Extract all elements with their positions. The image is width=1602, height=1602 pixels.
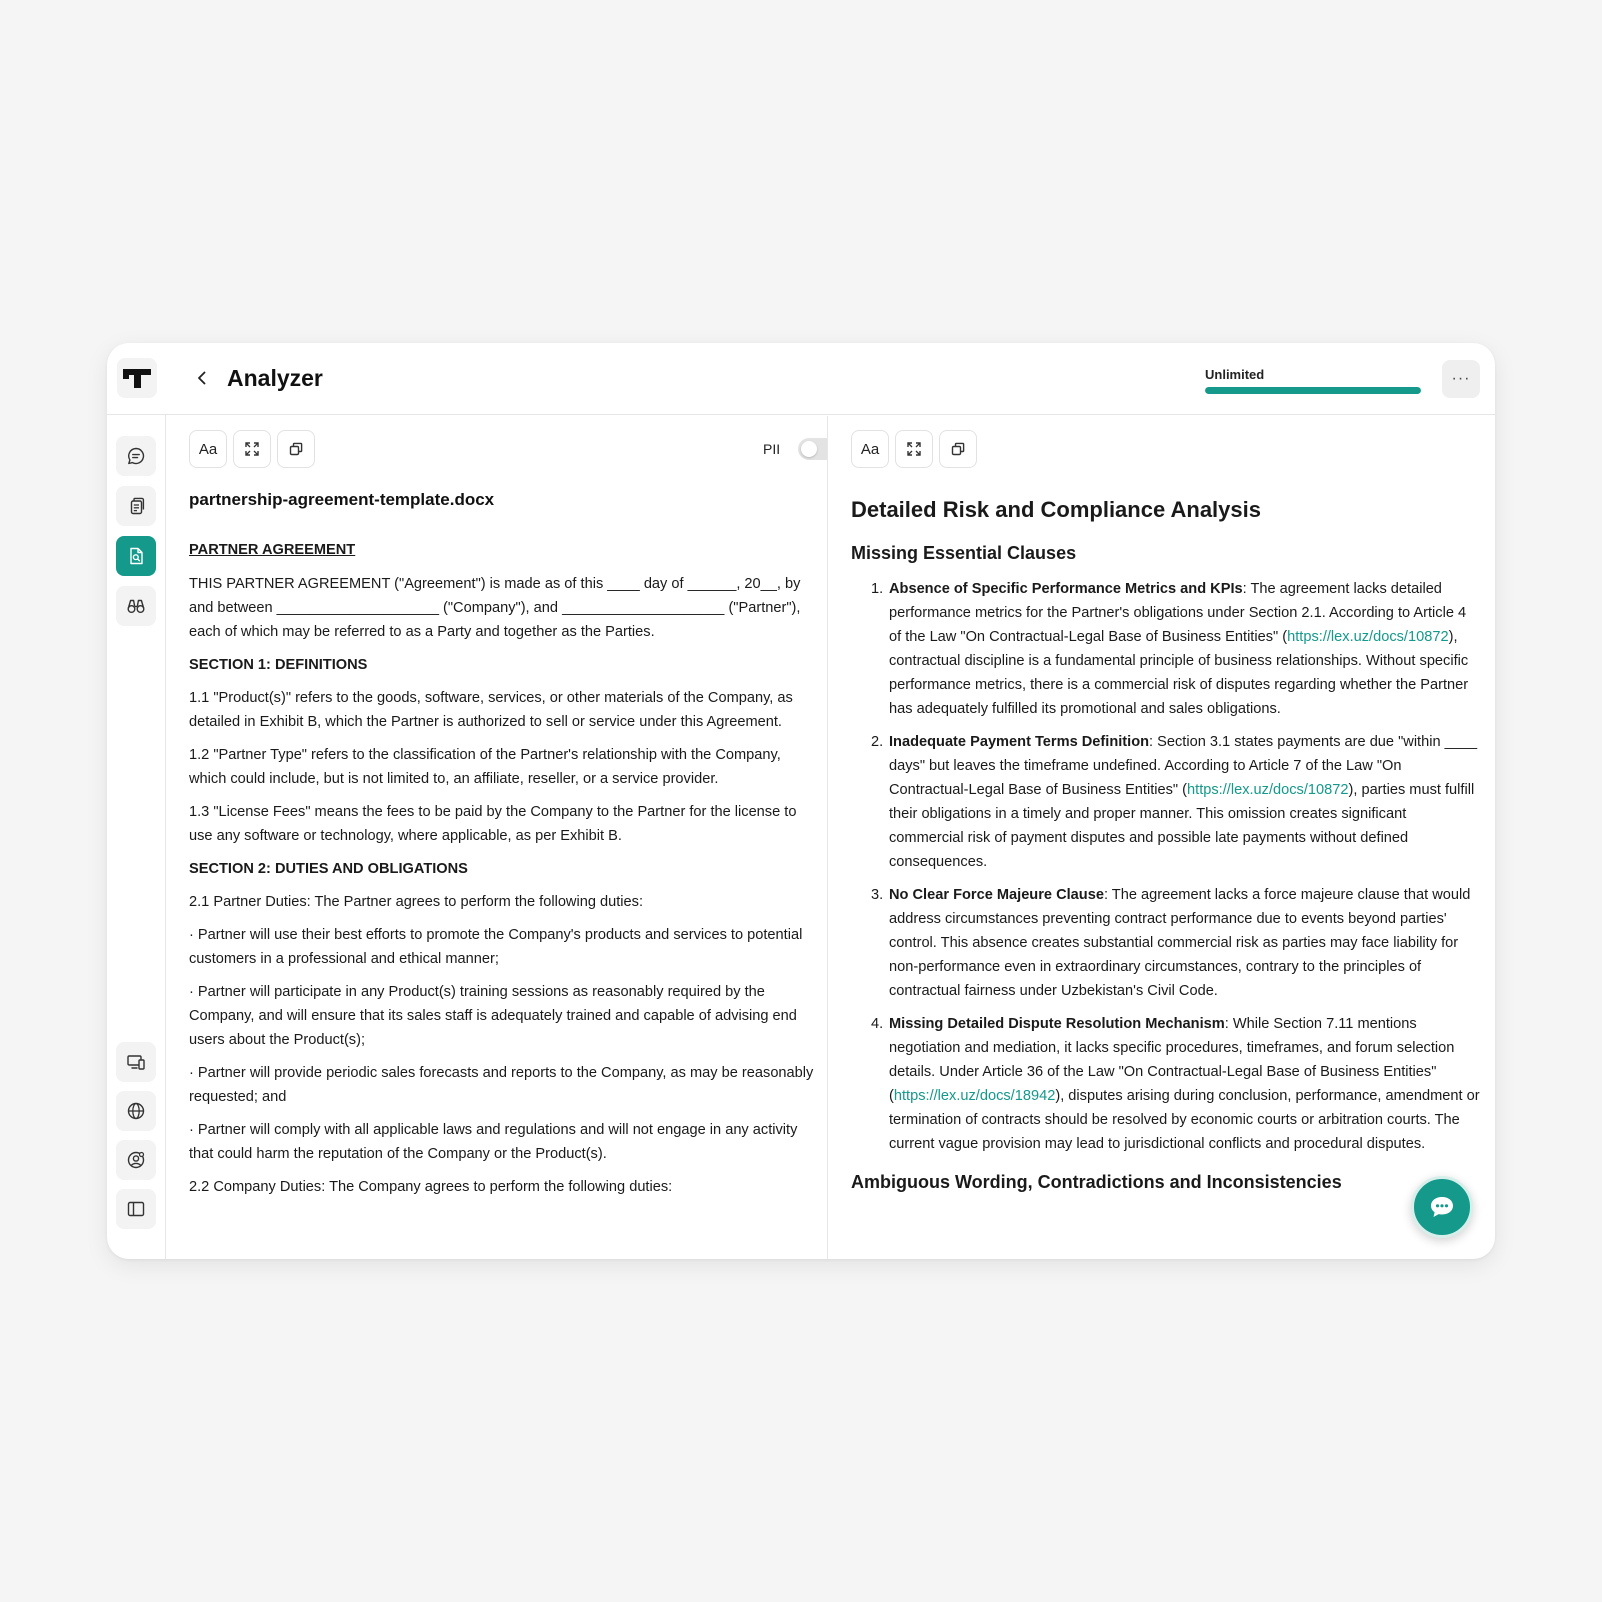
copy-icon bbox=[950, 441, 966, 457]
document-bullet: · Partner will comply with all applicable laws and regulations and will not engage in any activity that could harm the reputation of the Company or the Product(s). bbox=[189, 1122, 798, 1162]
documents-icon bbox=[126, 496, 146, 516]
document-content bbox=[189, 538, 814, 1208]
law-link[interactable]: https://lex.uz/docs/10872 bbox=[1187, 782, 1349, 798]
risk-item: 4. Missing Detailed Dispute Resolution Mechanism: While Section 7.11 mentions negotiation and mediation, it lacks specific procedures, timeframes, and forum selection details. Under Article 36 of the Law "On Contractual-Legal Base of Business Entities" (https://lex.uz/docs/18942), disputes arising during conclusion, performance, amendment or termination of contracts should be resolved by economic courts or arbitration courts. The current vague provision may lead to jurisdictional conflicts and procedural disputes. bbox=[871, 1016, 1480, 1152]
font-size-icon: Aa bbox=[860, 440, 880, 458]
copy-button[interactable] bbox=[939, 430, 977, 468]
sidebar-item-chat[interactable] bbox=[116, 436, 156, 476]
pii-label: PII bbox=[763, 441, 781, 457]
document-bullet: · Partner will participate in any Product(s) training sessions as reasonably required by the Company, and will ensure that its sales staff is adequately trained and capable of advising end users about the Product(s); bbox=[189, 984, 797, 1048]
expand-icon bbox=[244, 441, 260, 457]
sidebar-item-account[interactable] bbox=[116, 1140, 156, 1180]
more-options-button[interactable] bbox=[1442, 360, 1480, 398]
page-title: Analyzer bbox=[227, 365, 323, 391]
document-paragraph: 1.2 "Partner Type" refers to the classification of the Partner's relationship with the Company, which could include, but is not limited to, an affiliate, reseller, or a service provider. bbox=[189, 747, 781, 787]
expand-button[interactable] bbox=[895, 430, 933, 468]
sidebar-item-compare[interactable] bbox=[116, 586, 156, 626]
font-size-button[interactable] bbox=[851, 430, 889, 468]
sidebar-panel-icon bbox=[126, 1199, 146, 1219]
analysis-pane bbox=[829, 416, 1495, 1259]
document-bullet: · Partner will use their best efforts to promote the Company's products and services to potential customers in a professional and ethical manner; bbox=[189, 927, 803, 967]
document-paragraph: 2.1 Partner Duties: The Partner agrees to perform the following duties: bbox=[189, 894, 643, 910]
chevron-left-icon bbox=[194, 370, 210, 386]
logo-icon bbox=[117, 358, 157, 398]
more-icon: ··· bbox=[1451, 370, 1471, 387]
risk-item: 2. Inadequate Payment Terms Definition: Section 3.1 states payments are due "within ____ days" but leaves the timeframe undefined. According to Article 7 of the Law "On Contractual-Legal Base of Business Entities" (https://lex.uz/docs/10872), parties must fulfill their obligations in a timely and proper manner. This omission creates significant commercial risk of payment disputes and possible late payments without defined consequences. bbox=[871, 734, 1478, 870]
chat-fab-icon bbox=[1427, 1192, 1457, 1222]
font-size-icon: Aa bbox=[198, 440, 218, 458]
document-bullet: · Partner will provide periodic sales forecasts and reports to the Company, as may be reasonably requested; and bbox=[189, 1065, 814, 1105]
section-heading: SECTION 2: DUTIES AND OBLIGATIONS bbox=[189, 861, 468, 877]
document-pane bbox=[167, 416, 828, 1259]
back-button[interactable] bbox=[187, 363, 217, 393]
copy-icon bbox=[288, 441, 304, 457]
document-paragraph: 1.3 "License Fees" means the fees to be paid by the Company to the Partner for the license to use any software or technology, where applicable, as per Exhibit B. bbox=[189, 804, 797, 844]
document-heading: PARTNER AGREEMENT bbox=[189, 542, 356, 558]
pii-toggle[interactable] bbox=[798, 438, 828, 460]
document-search-icon bbox=[126, 546, 146, 566]
analysis-content bbox=[851, 496, 1481, 1206]
devices-icon bbox=[126, 1052, 146, 1072]
globe-icon bbox=[126, 1101, 146, 1121]
analysis-section-heading: Missing Essential Clauses bbox=[851, 543, 1077, 563]
risk-item: 3. No Clear Force Majeure Clause: The agreement lacks a force majeure clause that would address circumstances preventing contract performance due to events beyond parties' control. This absence creates substantial commercial risk as parties may face liability for non-performance even in extraordinary circumstances, contrary to the principles of contractual fairness under Uzbekistan's Civil Code. bbox=[871, 887, 1471, 999]
document-paragraph: 1.1 "Product(s)" refers to the goods, software, services, or other materials of the Company, as detailed in Exhibit B, which the Partner is authorized to sell or service under this Agreement. bbox=[189, 690, 793, 730]
chat-bubble-icon bbox=[126, 446, 146, 466]
sidebar-item-language[interactable] bbox=[116, 1091, 156, 1131]
document-paragraph: 2.2 Company Duties: The Company agrees to perform the following duties: bbox=[189, 1179, 673, 1195]
user-settings-icon bbox=[126, 1150, 146, 1170]
copy-button[interactable] bbox=[277, 430, 315, 468]
sidebar-item-documents[interactable] bbox=[116, 486, 156, 526]
document-paragraph: THIS PARTNER AGREEMENT ("Agreement") is made as of this ____ day of ______, 20__, by and between ____________________ ("Company"), and ____________________ ("Partner"), each of which may be referred to as a Party and together as the Parties. bbox=[189, 576, 801, 640]
sidebar-item-panel[interactable] bbox=[116, 1189, 156, 1229]
binoculars-icon bbox=[126, 596, 146, 616]
app-window bbox=[107, 343, 1495, 1259]
section-heading: SECTION 1: DEFINITIONS bbox=[189, 657, 368, 673]
chat-fab-button[interactable] bbox=[1411, 1176, 1473, 1238]
header bbox=[107, 343, 1495, 415]
font-size-button[interactable] bbox=[189, 430, 227, 468]
law-link[interactable]: https://lex.uz/docs/18942 bbox=[893, 1088, 1056, 1104]
app-logo[interactable] bbox=[117, 358, 157, 398]
sidebar-item-devices[interactable] bbox=[116, 1042, 156, 1082]
quota-progress-bar bbox=[1205, 387, 1421, 394]
expand-icon bbox=[906, 441, 922, 457]
quota-label: Unlimited bbox=[1205, 367, 1265, 382]
quota-progress-fill bbox=[1205, 387, 1421, 394]
risk-item: 1. Absence of Specific Performance Metrics and KPIs: The agreement lacks detailed performance metrics for the Partner's obligations under Section 2.1. According to Article 4 of the Law "On Contractual-Legal Base of Business Entities" (https://lex.uz/docs/10872), contractual discipline is a fundamental principle of business relationships. Without specific performance metrics, there is a commercial risk of disputes regarding whether the Partner has adequately fulfilled its promotional and sales obligations. bbox=[871, 581, 1469, 717]
analysis-section-heading: Ambiguous Wording, Contradictions and Inconsistencies bbox=[851, 1172, 1342, 1192]
law-link[interactable]: https://lex.uz/docs/10872 bbox=[1287, 629, 1449, 645]
sidebar-item-analyzer[interactable] bbox=[116, 536, 156, 576]
expand-button[interactable] bbox=[233, 430, 271, 468]
risk-list bbox=[871, 577, 1481, 1156]
document-filename: partnership-agreement-template.docx bbox=[189, 490, 495, 509]
pii-toggle-knob bbox=[801, 441, 817, 457]
sidebar bbox=[107, 415, 166, 1259]
analysis-title: Detailed Risk and Compliance Analysis bbox=[851, 497, 1261, 522]
